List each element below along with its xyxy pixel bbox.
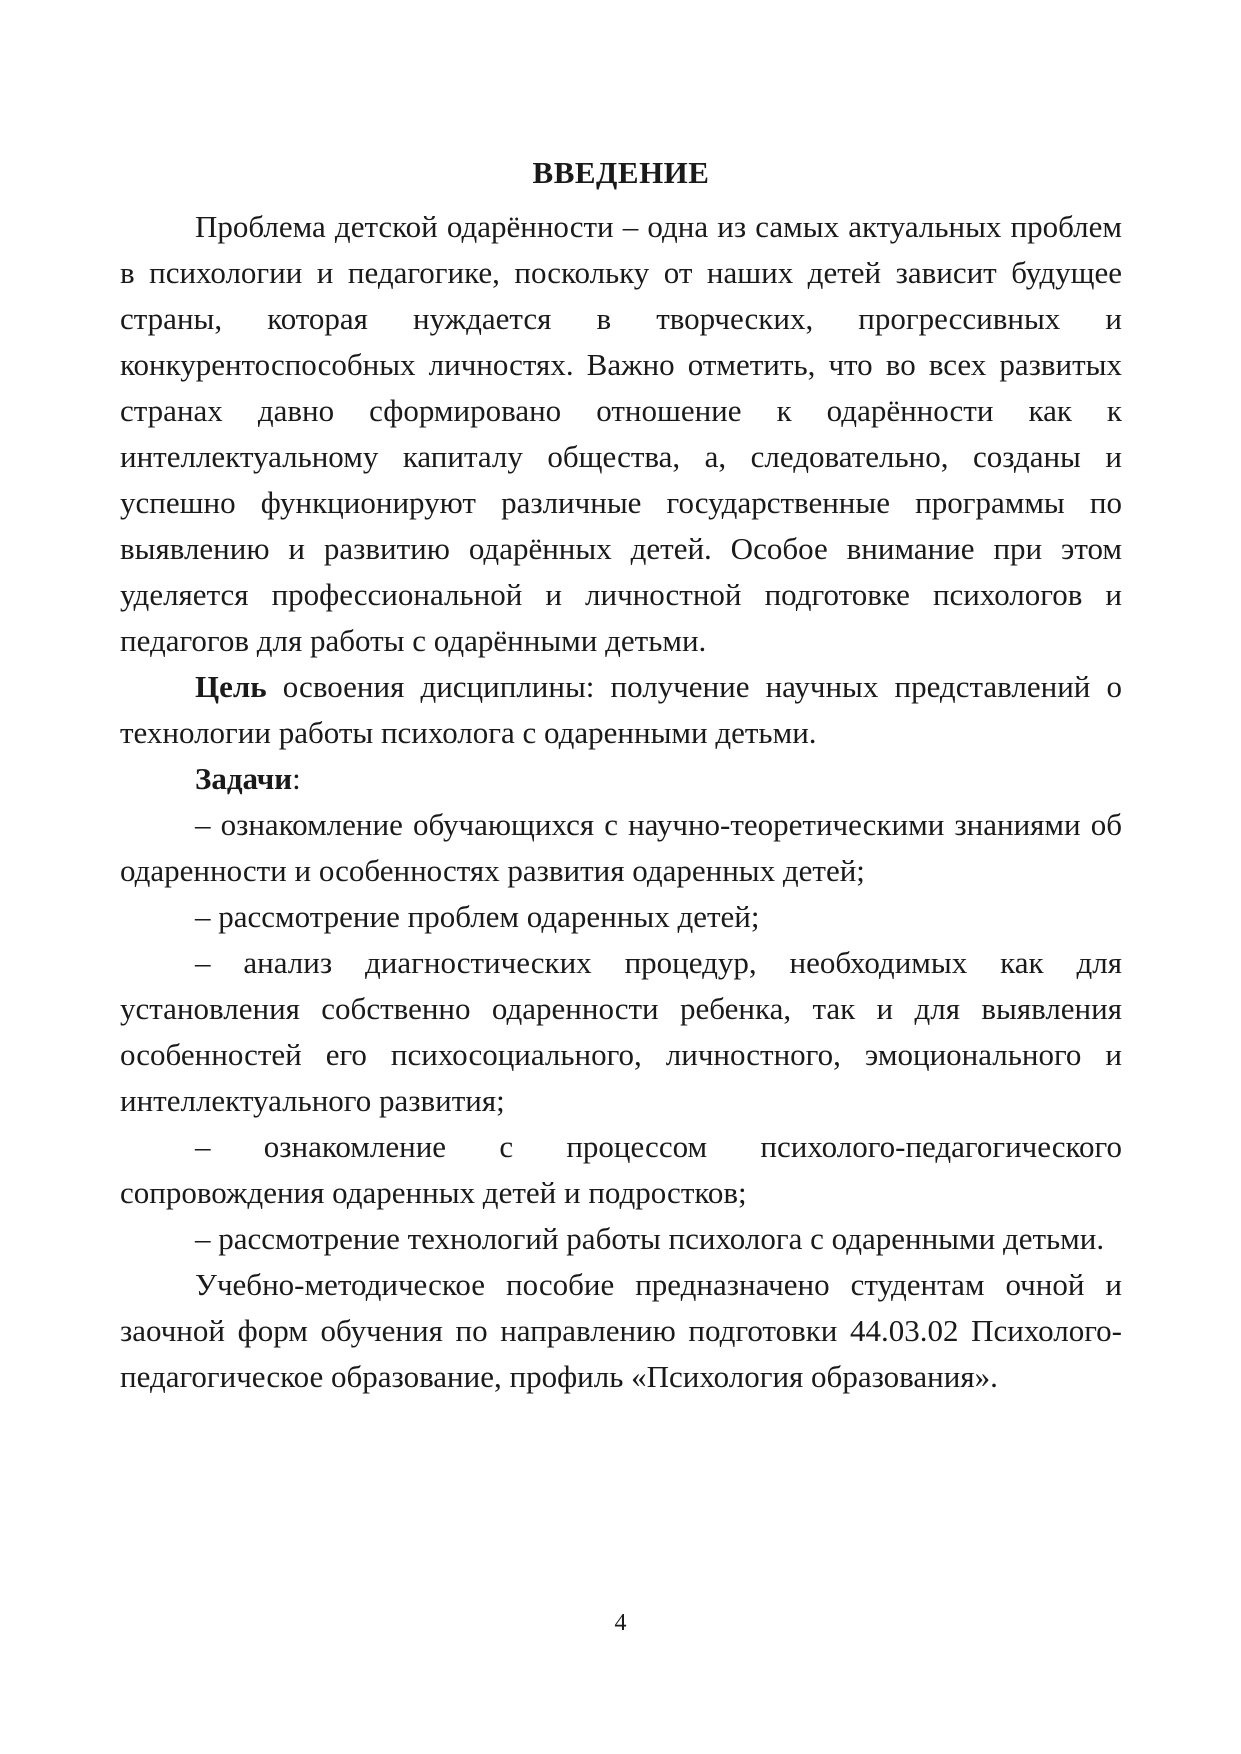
task-item-3: – анализ диагностических процедур, необходимых как для установления собственно одаренности ребенка, так и для выявления особенностей его психосоциального, личностного, эмоционального и интеллектуального развития; — [120, 945, 1122, 1118]
tasks-heading — [120, 756, 1122, 802]
task-item-2: – рассмотрение проблем одаренных детей; — [195, 899, 760, 934]
task-item-4: – ознакомление с процессом психолого-педагогического сопровождения одаренных детей и подростков; — [120, 1129, 1122, 1210]
intro-paragraph: Проблема детской одарённости – одна из самых актуальных проблем в психологии и педагогике, поскольку от наших детей зависит будущее страны, которая нуждается в творческих, прогрессивных и конкурентоспособных личностях. Важно отметить, что во всех развитых странах давно сформировано отношение к одарённости как к интеллектуальному капиталу общества, а, следовательно, созданы и успешно функционируют различные государственные программы по выявлению и развитию одарённых детей. Особое внимание при этом уделяется профессиональной и личностной подготовке психологов и педагогов для работы с одарёнными детьми. — [120, 209, 1122, 658]
task-item-5: – рассмотрение технологий работы психолога с одаренными детьми. — [195, 1221, 1105, 1256]
audience-paragraph: Учебно-методическое пособие предназначено студентам очной и заочной форм обучения по направлению подготовки 44.03.02 Психолого-педагогическое образование, профиль «Психология образования». — [120, 1267, 1122, 1394]
goal-text: освоения дисциплины: получение научных представлений о технологии работы психолога с одаренными детьми. — [120, 669, 1122, 750]
page-title: ВВЕДЕНИЕ — [532, 155, 710, 190]
goal-label: Цель — [195, 669, 267, 704]
tasks-label: Задачи — [195, 761, 293, 796]
document-page — [120, 150, 1122, 1400]
tasks-colon: : — [292, 761, 301, 796]
goal-paragraph — [120, 664, 1122, 756]
task-item-1: – ознакомление обучающихся с научно-теоретическими знаниями об одаренности и особенностях развития одаренных детей; — [120, 807, 1122, 888]
page-number: 4 — [614, 1610, 627, 1636]
